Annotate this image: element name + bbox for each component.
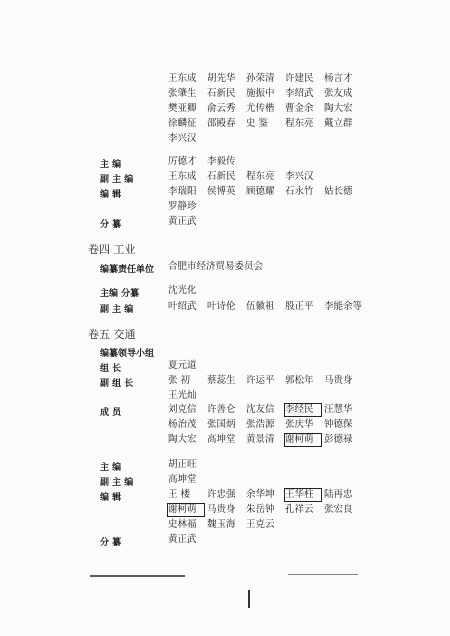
person-name: 俞云秀 [207,103,236,114]
person-name: 刘克信 [168,404,197,415]
person-name: 石新民 [207,88,236,99]
person-name: 杨治茂 [168,419,197,430]
volume-heading-transport: 卷五 交通 [88,328,136,341]
person-name: 胡先华 [207,73,236,84]
person-name: 石永竹 [285,186,314,197]
person-name: 魏玉海 [207,519,236,530]
person-name-boxed: 谢柯萌 [168,504,204,516]
person-name: 黄正武 [168,216,197,227]
name-row [168,360,204,372]
name-row [168,73,360,85]
person-name: 施振中 [246,88,275,99]
person-name: 罗静珍 [168,201,197,212]
name-row [168,434,360,446]
person-name: 蔡蕊生 [207,375,236,386]
role-label-bianji: 编 辑 [100,190,122,200]
person-name: 张肇生 [168,88,197,99]
name-row [168,519,282,531]
person-name: 厉德才 [168,156,197,167]
person-name: 沈友信 [246,404,275,415]
name-row [168,390,204,402]
person-name: 夏元道 [168,360,197,371]
person-name: 孔祥云 [285,504,314,515]
person-name: 殷正平 [285,301,314,312]
name-row [168,459,204,471]
person-name: 顾德耀 [246,186,275,197]
role-label-fuzuzhang: 副 组 长 [100,379,134,389]
person-name: 李兴汉 [168,133,197,144]
unit-name: 合肥市经济贸易委员会 [168,261,264,272]
person-name: 樊亚卿 [168,103,197,114]
person-name: 徐麟征 [168,118,197,129]
person-name: 黄正武 [168,534,197,545]
name-row [168,489,360,501]
role-label-fenzuan: 主编 分纂 [100,289,140,299]
person-name: 张友成 [324,88,353,99]
name-row [168,504,360,516]
role-label-zhubian: 主 编 [100,463,122,473]
person-name: 朱岳钟 [246,504,275,515]
person-name: 李瑞阳 [168,186,197,197]
name-row [168,133,204,145]
person-name: 许善仑 [207,404,236,415]
person-name: 彭德禄 [324,434,353,445]
person-name: 胡正旺 [168,459,197,470]
name-row [168,186,360,198]
person-name: 尤传楷 [246,103,275,114]
person-name-boxed: 王华柱 [285,489,321,501]
name-row [168,301,362,313]
role-label-zhubian: 主 编 [100,160,122,170]
name-row [168,171,321,183]
person-name: 高坤堂 [207,434,236,445]
name-row [168,103,360,115]
person-name: 陶大宏 [168,434,197,445]
person-name: 张国炳 [207,419,236,430]
name-row [168,156,243,168]
person-name: 李毅传 [207,156,236,167]
role-label-fuzhubian: 副 主 编 [100,175,134,185]
name-row [168,375,360,387]
role-label-unit: 编纂责任单位 [100,265,155,275]
person-name-boxed: 李经民 [285,404,321,416]
name-row [168,404,360,416]
person-name: 史 鉴 [246,118,269,129]
role-label-fuzhubian: 副 主 编 [100,305,134,315]
person-name: 许运平 [246,375,275,386]
name-row [168,285,204,297]
person-name: 戴立群 [324,118,353,129]
person-name: 伍徽祖 [246,301,275,312]
person-name: 张庆华 [285,419,314,430]
person-name: 陶大宏 [324,103,353,114]
person-name-boxed: 谢柯萌 [285,434,321,446]
name-row [168,534,204,546]
person-name: 陆再忠 [324,489,353,500]
person-name: 史林福 [168,519,197,530]
person-name: 钟德保 [324,419,353,430]
scan-rule-left [90,575,185,577]
unit-value [168,261,263,273]
person-name: 马贵身 [207,504,236,515]
role-label-fuzhubian: 副 主 编 [100,478,134,488]
person-name: 王东成 [168,171,197,182]
person-name: 郭松年 [285,375,314,386]
person-name: 姑长德 [324,186,353,197]
name-row [168,201,204,213]
person-name: 石新民 [207,171,236,182]
volume-heading-industry: 卷四 工业 [88,243,136,256]
name-row [168,118,360,130]
role-label-group: 编纂领导小组 [100,349,155,359]
person-name: 许建民 [285,73,314,84]
person-name: 王克云 [246,519,275,530]
person-name: 程东亮 [285,118,314,129]
person-name: 王 楼 [168,489,191,500]
person-name: 李绍武 [285,88,314,99]
role-label-fenzuan: 分 纂 [100,220,122,230]
person-name: 叶诗伦 [207,301,236,312]
person-name: 张 初 [168,375,191,386]
person-name: 汪慧华 [324,404,353,415]
person-name: 沈光化 [168,285,197,296]
person-name: 张宏良 [324,504,353,515]
person-name: 张浩源 [246,419,275,430]
person-name: 王光灿 [168,390,197,401]
role-label-chengyuan: 成 员 [100,408,122,418]
person-name: 邵殿春 [207,118,236,129]
name-row [168,88,360,100]
person-name: 黄景清 [246,434,275,445]
person-name: 侯博英 [207,186,236,197]
person-name: 王东成 [168,73,197,84]
name-row [168,216,204,228]
person-name: 李兴汉 [285,171,314,182]
person-name: 杨言才 [324,73,353,84]
role-label-bianji: 编 辑 [100,493,122,503]
person-name: 许忠强 [207,489,236,500]
person-name: 余华坤 [246,489,275,500]
person-name: 马贵身 [324,375,353,386]
name-row [168,419,360,431]
role-label-zuzhang: 组 长 [100,364,122,374]
scan-mark-vertical [248,590,250,608]
person-name: 曹金余 [285,103,314,114]
name-row [168,474,204,486]
person-name: 程东亮 [246,171,275,182]
scan-rule-right [288,574,358,575]
person-name: 孙荣清 [246,73,275,84]
person-name: 叶绍武 [168,301,197,312]
role-label-fenzuan: 分 纂 [100,538,122,548]
person-name: 李能余等 [324,301,363,312]
person-name: 高坤堂 [168,474,197,485]
